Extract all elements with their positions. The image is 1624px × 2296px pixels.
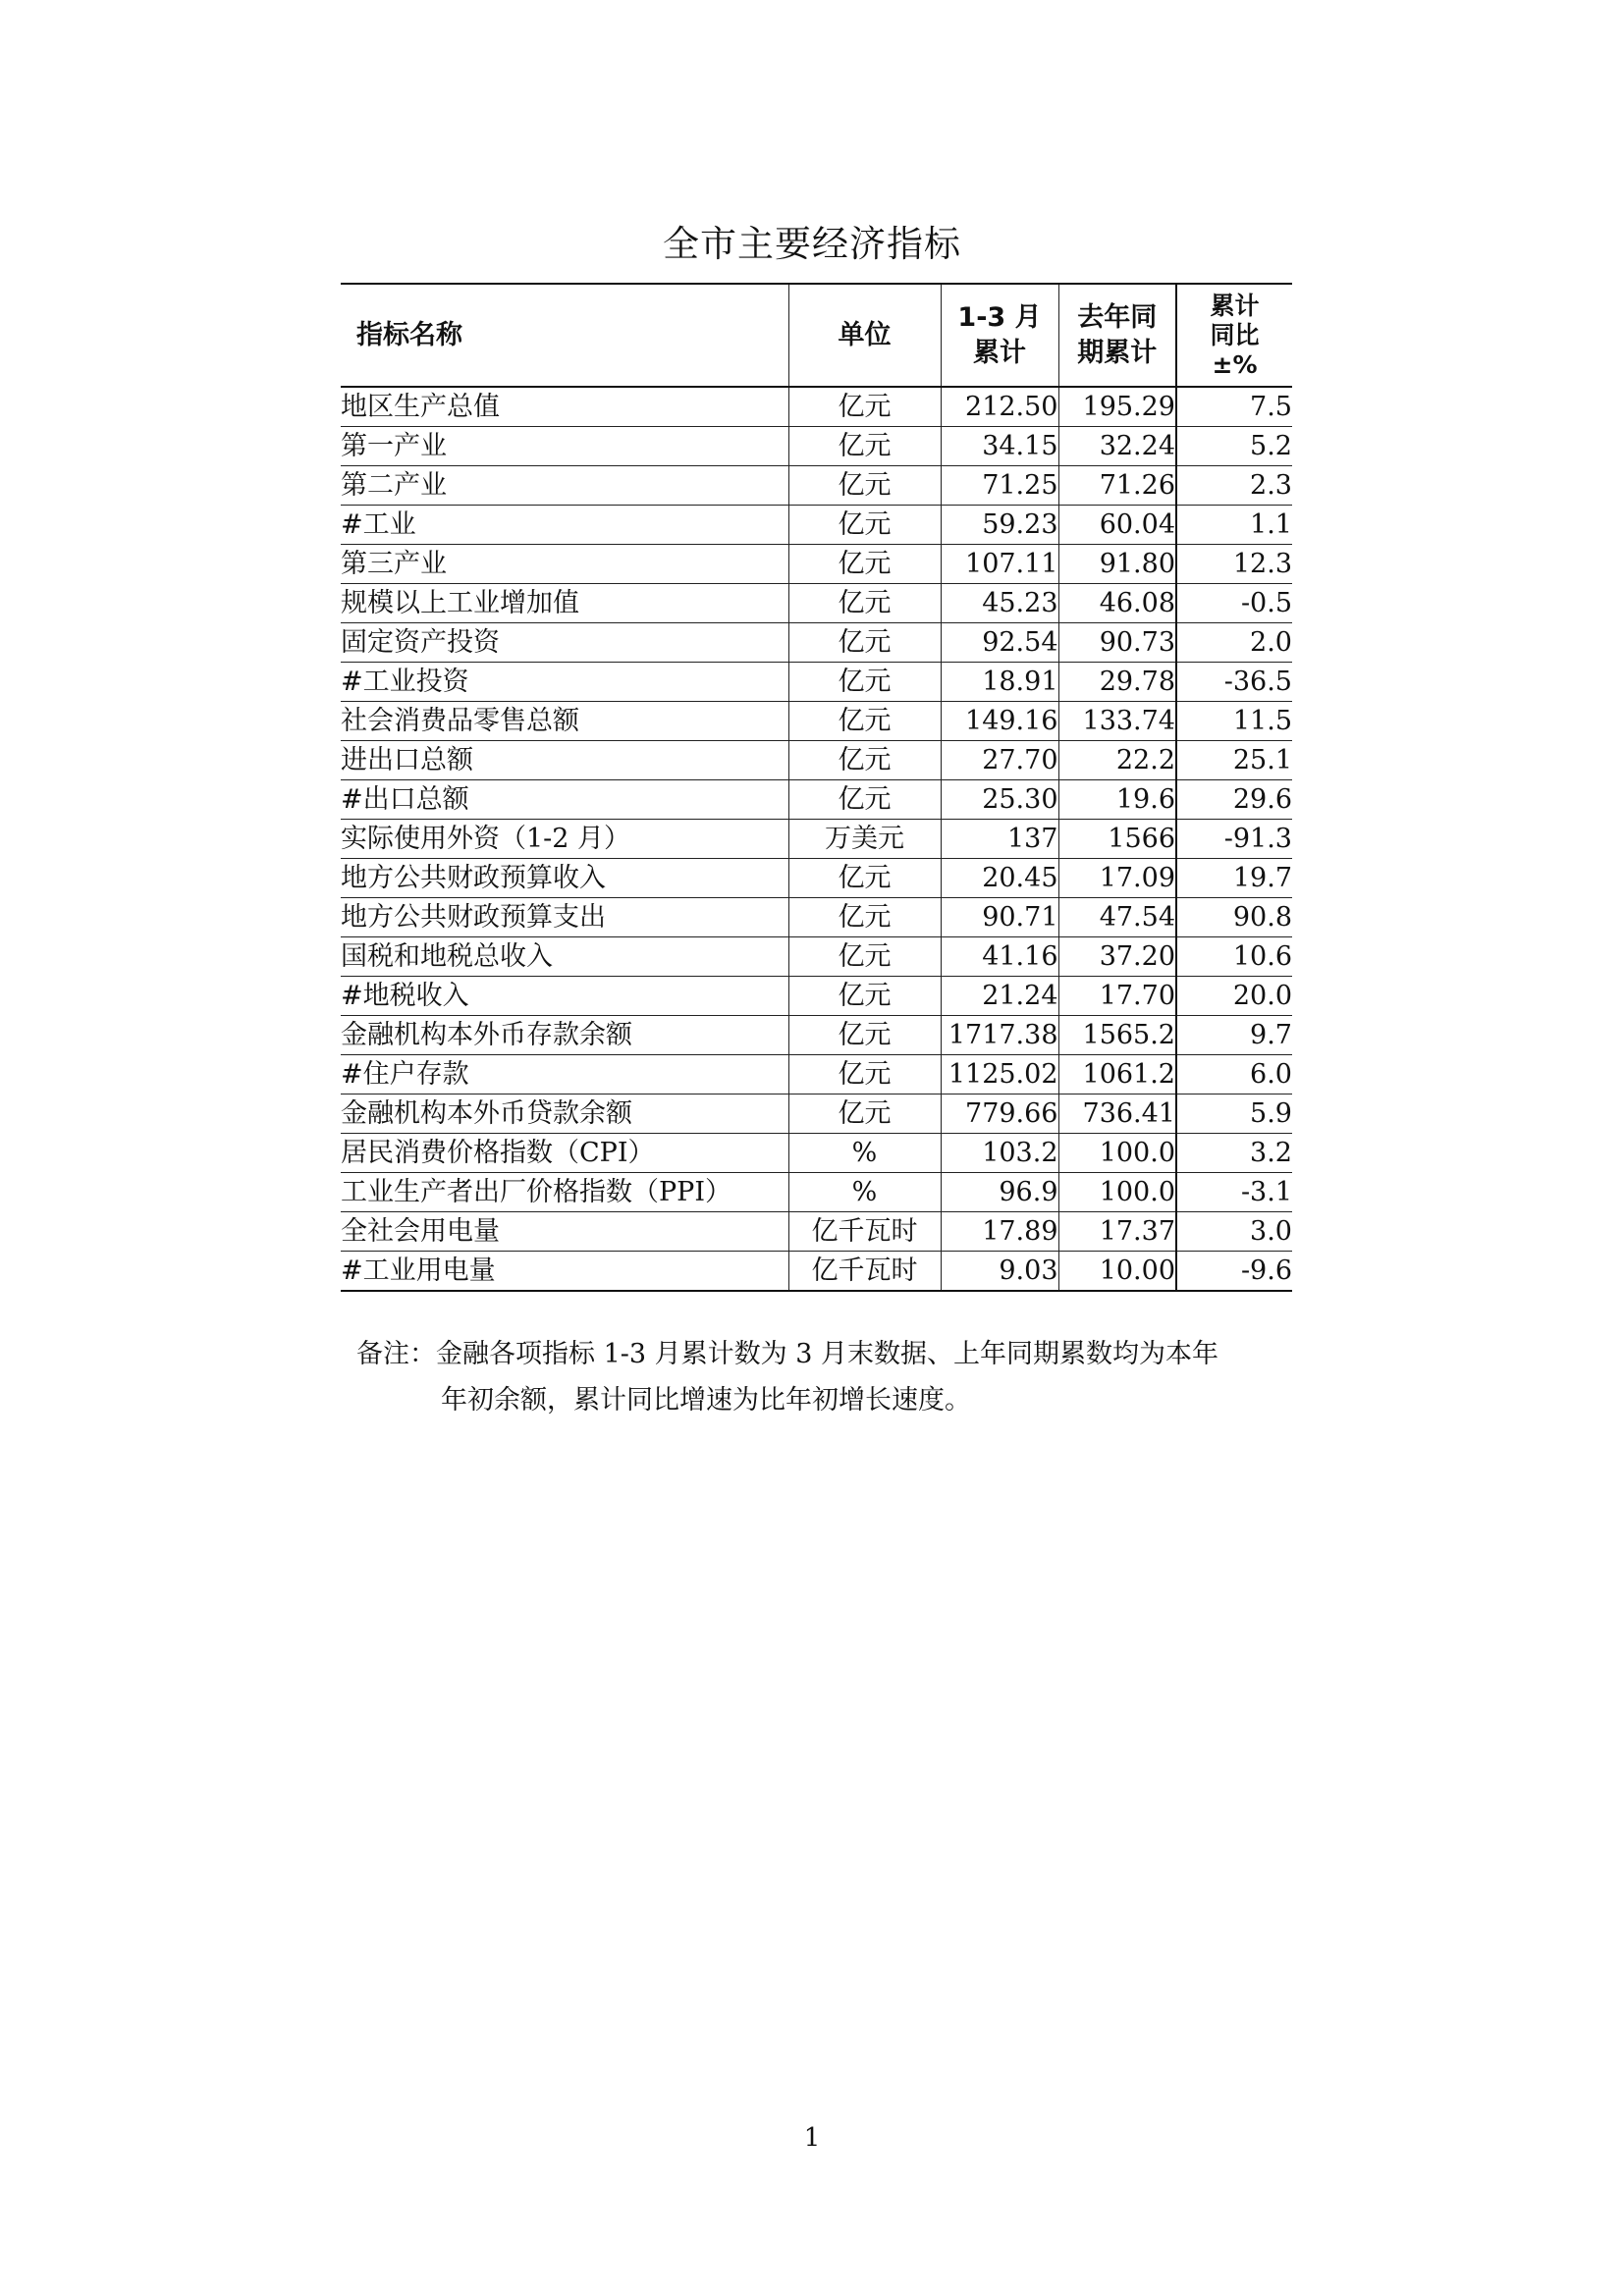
indicator-yoy: 20.0 [1176,977,1292,1016]
indicator-yoy: 19.7 [1176,859,1292,898]
indicator-name-text: 国税和地税总收入 [341,941,553,972]
indicator-name [341,1055,788,1095]
table-row [341,1095,1292,1134]
indicator-unit: 亿元 [788,1095,941,1134]
indicator-yoy: 12.3 [1176,545,1292,584]
indicator-previous: 46.08 [1058,584,1176,623]
indicator-name [341,466,788,506]
indicator-current: 9.03 [941,1252,1058,1292]
indicator-name-text: 居民消费价格指数（CPI） [341,1138,655,1168]
indicator-name-text: 工业生产者出厂价格指数（PPI） [341,1177,731,1207]
indicator-current: 92.54 [941,623,1058,663]
indicator-current: 71.25 [941,466,1058,506]
indicator-name-text: #出口总额 [341,784,469,815]
table-row [341,506,1292,545]
table-row [341,623,1292,663]
indicator-name [341,977,788,1016]
indicator-name [341,506,788,545]
indicator-current: 21.24 [941,977,1058,1016]
indicator-previous: 37.20 [1058,937,1176,977]
indicator-name-text: 进出口总额 [341,745,473,775]
indicator-previous: 736.41 [1058,1095,1176,1134]
indicator-current: 137 [941,820,1058,859]
indicator-name [341,387,788,427]
table-row [341,545,1292,584]
indicator-unit: 亿元 [788,780,941,820]
indicator-name [341,623,788,663]
indicator-previous: 90.73 [1058,623,1176,663]
indicator-yoy: 2.3 [1176,466,1292,506]
indicator-name-text: 实际使用外资（1-2 月） [341,824,631,854]
indicator-name [341,663,788,702]
indicator-unit: 亿元 [788,859,941,898]
indicator-previous: 32.24 [1058,427,1176,466]
indicator-name-text: 第一产业 [341,431,447,461]
indicator-name-text: 规模以上工业增加值 [341,588,579,618]
indicator-name-text: 地方公共财政预算收入 [341,863,606,893]
table-row [341,1212,1292,1252]
indicator-current: 149.16 [941,702,1058,741]
indicator-name [341,859,788,898]
table-header-row [341,284,1292,387]
table-row [341,702,1292,741]
indicator-name [341,898,788,937]
indicator-name [341,427,788,466]
indicator-previous: 133.74 [1058,702,1176,741]
indicator-name [341,545,788,584]
indicator-yoy: -91.3 [1176,820,1292,859]
indicator-name-text: 地区生产总值 [341,392,500,422]
indicator-yoy: -9.6 [1176,1252,1292,1292]
table-row [341,466,1292,506]
indicator-current: 17.89 [941,1212,1058,1252]
indicator-name-text: 全社会用电量 [341,1216,500,1247]
indicator-name-text: #工业用电量 [341,1255,496,1286]
indicator-name [341,1134,788,1173]
table-row [341,1134,1292,1173]
indicator-unit: 亿元 [788,545,941,584]
header-previous-line2: 期累计 [1077,337,1158,368]
header-current [941,284,1058,387]
indicators-table [341,283,1292,1292]
indicator-current: 96.9 [941,1173,1058,1212]
indicator-current: 779.66 [941,1095,1058,1134]
table-row [341,584,1292,623]
indicator-yoy: 29.6 [1176,780,1292,820]
header-yoy-line2: 同比 [1210,320,1260,349]
indicator-unit: % [788,1134,941,1173]
table-row [341,741,1292,780]
indicator-previous: 17.70 [1058,977,1176,1016]
indicator-yoy: -36.5 [1176,663,1292,702]
indicator-name [341,1016,788,1055]
indicator-unit: 亿元 [788,937,941,977]
table-row [341,663,1292,702]
indicator-name [341,1173,788,1212]
indicator-unit: 亿元 [788,1055,941,1095]
footnote-line1: 备注：金融各项指标 1-3 月累计数为 3 月末数据、上年同期累数均为本年 [356,1339,1218,1369]
table-row [341,1055,1292,1095]
table-row [341,898,1292,937]
indicator-unit: 万美元 [788,820,941,859]
indicator-previous: 71.26 [1058,466,1176,506]
indicator-current: 90.71 [941,898,1058,937]
indicator-unit: 亿元 [788,702,941,741]
indicator-yoy: 6.0 [1176,1055,1292,1095]
indicator-current: 20.45 [941,859,1058,898]
indicator-name-text: 第二产业 [341,470,447,501]
indicator-name-text: #住户存款 [341,1059,469,1090]
indicator-yoy: 10.6 [1176,937,1292,977]
indicator-yoy: 5.9 [1176,1095,1292,1134]
indicator-previous: 100.0 [1058,1134,1176,1173]
indicator-current: 1125.02 [941,1055,1058,1095]
indicator-name-text: 金融机构本外币存款余额 [341,1020,632,1050]
indicator-unit: 亿元 [788,427,941,466]
indicator-unit: 亿元 [788,663,941,702]
indicator-yoy: 3.2 [1176,1134,1292,1173]
indicator-name [341,741,788,780]
indicator-current: 25.30 [941,780,1058,820]
indicator-name-text: #工业 [341,509,416,540]
indicator-current: 1717.38 [941,1016,1058,1055]
indicator-current: 212.50 [941,387,1058,427]
header-yoy-line3: ±% [1212,349,1258,379]
table-row [341,859,1292,898]
indicator-yoy: 90.8 [1176,898,1292,937]
indicator-name-text: 社会消费品零售总额 [341,706,579,736]
indicator-previous: 10.00 [1058,1252,1176,1292]
indicator-unit: 亿元 [788,387,941,427]
indicator-unit: 亿元 [788,977,941,1016]
indicator-previous: 47.54 [1058,898,1176,937]
table-row [341,820,1292,859]
table-row [341,1252,1292,1292]
header-unit: 单位 [788,284,941,387]
header-previous-line1: 去年同 [1077,302,1158,334]
indicator-unit: % [788,1173,941,1212]
indicator-name [341,584,788,623]
table-row [341,427,1292,466]
indicator-name-text: 第三产业 [341,549,447,579]
indicator-yoy: -0.5 [1176,584,1292,623]
indicator-name [341,780,788,820]
indicator-unit: 亿元 [788,898,941,937]
indicator-yoy: 7.5 [1176,387,1292,427]
indicator-name [341,702,788,741]
indicator-previous: 91.80 [1058,545,1176,584]
indicator-current: 107.11 [941,545,1058,584]
indicator-yoy: 25.1 [1176,741,1292,780]
header-current-line2: 累计 [973,337,1026,368]
indicator-name-text: #地税收入 [341,981,469,1011]
header-yoy-line1: 累计 [1210,291,1260,320]
page-title: 全市主要经济指标 [663,223,961,265]
table-row [341,977,1292,1016]
indicator-previous: 195.29 [1058,387,1176,427]
indicator-name [341,1252,788,1292]
indicator-name-text: 金融机构本外币贷款余额 [341,1098,632,1129]
indicator-previous: 60.04 [1058,506,1176,545]
indicator-name [341,820,788,859]
table-row [341,1016,1292,1055]
table-row [341,1173,1292,1212]
indicator-current: 45.23 [941,584,1058,623]
indicator-unit: 亿元 [788,1016,941,1055]
indicator-previous: 1566 [1058,820,1176,859]
indicator-current: 103.2 [941,1134,1058,1173]
indicator-name-text: #工业投资 [341,667,469,697]
header-name: 指标名称 [341,284,788,387]
indicator-name [341,1095,788,1134]
indicator-name-text: 固定资产投资 [341,627,500,658]
indicator-previous: 100.0 [1058,1173,1176,1212]
indicator-unit: 亿元 [788,584,941,623]
indicator-yoy: 1.1 [1176,506,1292,545]
indicator-previous: 17.09 [1058,859,1176,898]
indicator-yoy: -3.1 [1176,1173,1292,1212]
indicator-previous: 17.37 [1058,1212,1176,1252]
footnote-line2: 年初余额，累计同比增速为比年初增长速度。 [441,1385,971,1415]
indicator-yoy: 3.0 [1176,1212,1292,1252]
table-row [341,780,1292,820]
indicator-yoy: 11.5 [1176,702,1292,741]
header-yoy [1176,284,1292,387]
indicator-unit: 亿千瓦时 [788,1252,941,1292]
indicator-current: 59.23 [941,506,1058,545]
indicator-unit: 亿元 [788,623,941,663]
header-current-line1: 1-3 月 [957,302,1042,334]
indicator-previous: 29.78 [1058,663,1176,702]
indicator-current: 41.16 [941,937,1058,977]
indicator-yoy: 2.0 [1176,623,1292,663]
indicator-name-text: 地方公共财政预算支出 [341,902,606,933]
indicator-yoy: 5.2 [1176,427,1292,466]
indicator-previous: 19.6 [1058,780,1176,820]
indicator-current: 27.70 [941,741,1058,780]
footnote [356,1331,1299,1423]
table-row [341,937,1292,977]
indicator-previous: 1565.2 [1058,1016,1176,1055]
indicator-name [341,1212,788,1252]
indicator-unit: 亿元 [788,506,941,545]
indicator-current: 18.91 [941,663,1058,702]
indicator-name [341,937,788,977]
table-row [341,387,1292,427]
page-number: 1 [803,2123,821,2153]
indicator-yoy: 9.7 [1176,1016,1292,1055]
indicator-previous: 1061.2 [1058,1055,1176,1095]
indicator-unit: 亿元 [788,466,941,506]
header-previous [1058,284,1176,387]
indicator-current: 34.15 [941,427,1058,466]
indicator-previous: 22.2 [1058,741,1176,780]
indicator-unit: 亿元 [788,741,941,780]
indicator-unit: 亿千瓦时 [788,1212,941,1252]
